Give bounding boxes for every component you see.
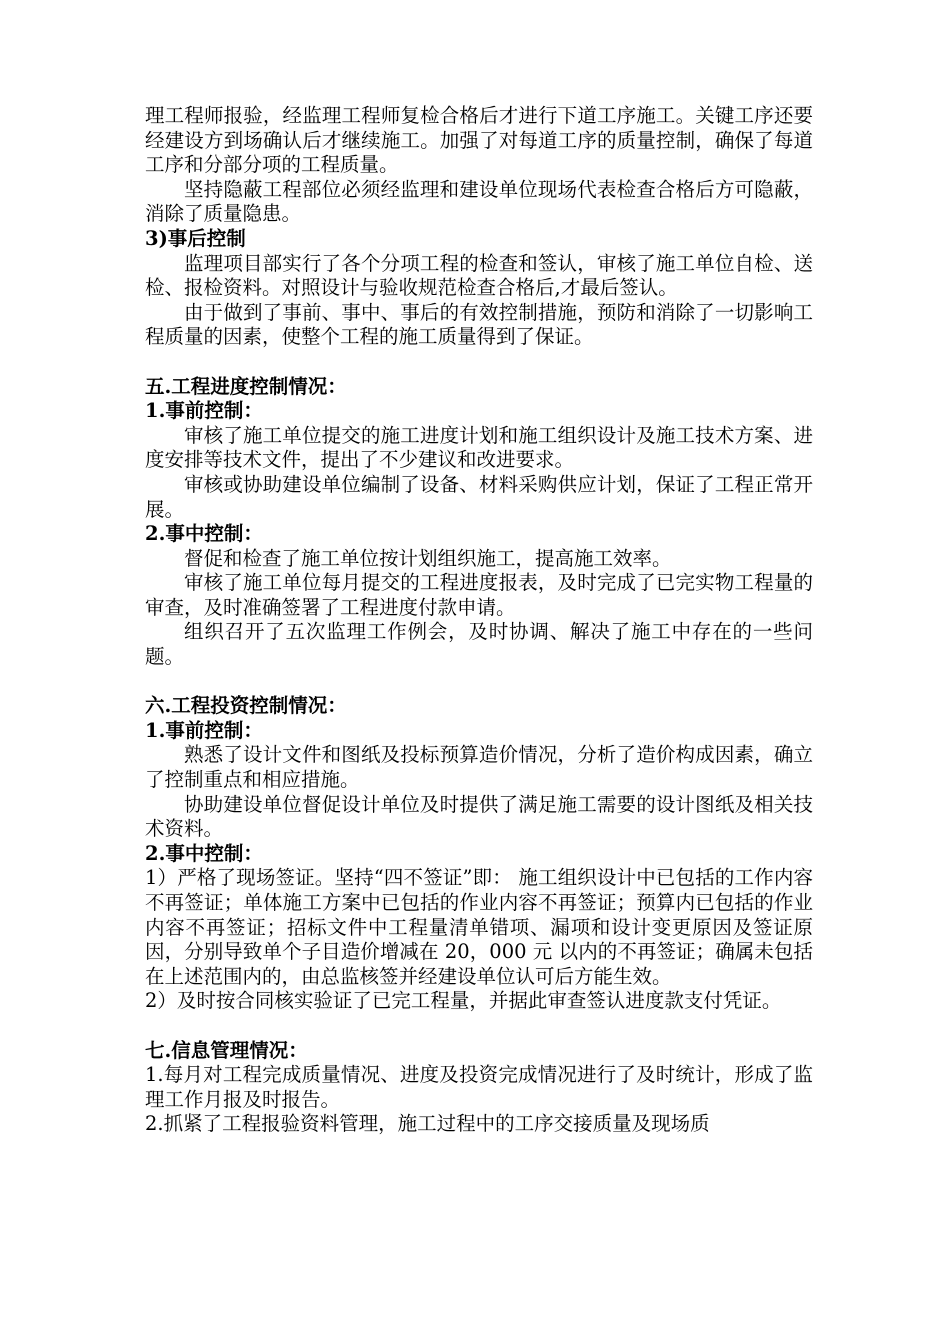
section-heading: 七.信息管理情况： xyxy=(145,1038,308,1062)
blank-line xyxy=(145,1014,813,1039)
paragraph: 协助建设单位督促设计单位及时提供了满足施工需要的设计图纸及相关技术资料。 xyxy=(145,792,813,841)
paragraph: 审核了施工单位每月提交的工程进度报表，及时完成了已完实物工程量的审查，及时准确签署了工程进度付款申请。 xyxy=(145,571,813,619)
paragraph: 2.抓紧了工程报验资料管理，施工过程中的工序交接质量及现场质 xyxy=(145,1112,710,1136)
section-heading: 1.事前控制： xyxy=(145,399,263,423)
paragraph: 审核或协助建设单位编制了设备、材料采购供应计划，保证了工程正常开展。 xyxy=(145,472,813,521)
blank-line xyxy=(145,350,813,375)
section-heading: 1.事前控制： xyxy=(145,718,263,742)
paragraph: 督促和检查了施工单位按计划组织施工，提高施工效率。 xyxy=(184,546,672,570)
section-heading: 五.工程进度控制情况： xyxy=(145,374,347,398)
paragraph: 2）及时按合同核实验证了已完工程量，并据此审查签认进度款支付凭证。 xyxy=(145,989,782,1013)
paragraph: 组织召开了五次监理工作例会，及时协调、解决了施工中存在的一些问题。 xyxy=(145,620,813,669)
section-heading: 2.事中控制： xyxy=(145,841,263,865)
paragraph: 1.每月对工程完成质量情况、进度及投资完成情况进行了及时统计，形成了监理工作月报及时报告。 xyxy=(145,1063,813,1111)
blank-line xyxy=(145,670,813,695)
section-heading: 六.工程投资控制情况： xyxy=(145,694,347,718)
paragraph: 坚持隐蔽工程部位必须经监理和建设单位现场代表检查合格后方可隐蔽，消除了质量隐患。 xyxy=(145,177,813,226)
section-heading: 3)事后控制 xyxy=(145,226,246,250)
section-heading: 2.事中控制： xyxy=(145,522,263,546)
document-body xyxy=(145,104,813,1137)
paragraph: 监理项目部实行了各个分项工程的检查和签认，审核了施工单位自检、送检、报检资料。对照设计与验收规范检查合格后,才最后签认。 xyxy=(145,251,813,300)
paragraph: 1）严格了现场签证。坚持“四不签证”即： 施工组织设计中已包括的工作内容不再签证；单体施工方案中已包括的作业内容不再签证；预算内已包括的作业内容不再签证；招标文件中工程量清单错项、漏项和设计变更原因及签证原因，分别导致单个子目造价增减在 20，000 元 以内的不再签证；确属未包括在上述范围内的，由总监核签并经建设单位认可后方能生效。 xyxy=(145,866,813,988)
paragraph: 审核了施工单位提交的施工进度计划和施工组织设计及施工技术方案、进度安排等技术文件，提出了不少建议和改进要求。 xyxy=(145,423,813,472)
paragraph: 理工程师报验，经监理工程师复检合格后才进行下道工序施工。关键工序还要经建设方到场确认后才继续施工。加强了对每道工序的质量控制，确保了每道工序和分部分项的工程质量。 xyxy=(145,104,813,177)
paragraph: 熟悉了设计文件和图纸及投标预算造价情况，分析了造价构成因素，确立了控制重点和相应措施。 xyxy=(145,743,813,792)
paragraph: 由于做到了事前、事中、事后的有效控制措施，预防和消除了一切影响工程质量的因素，使整个工程的施工质量得到了保证。 xyxy=(145,300,813,349)
